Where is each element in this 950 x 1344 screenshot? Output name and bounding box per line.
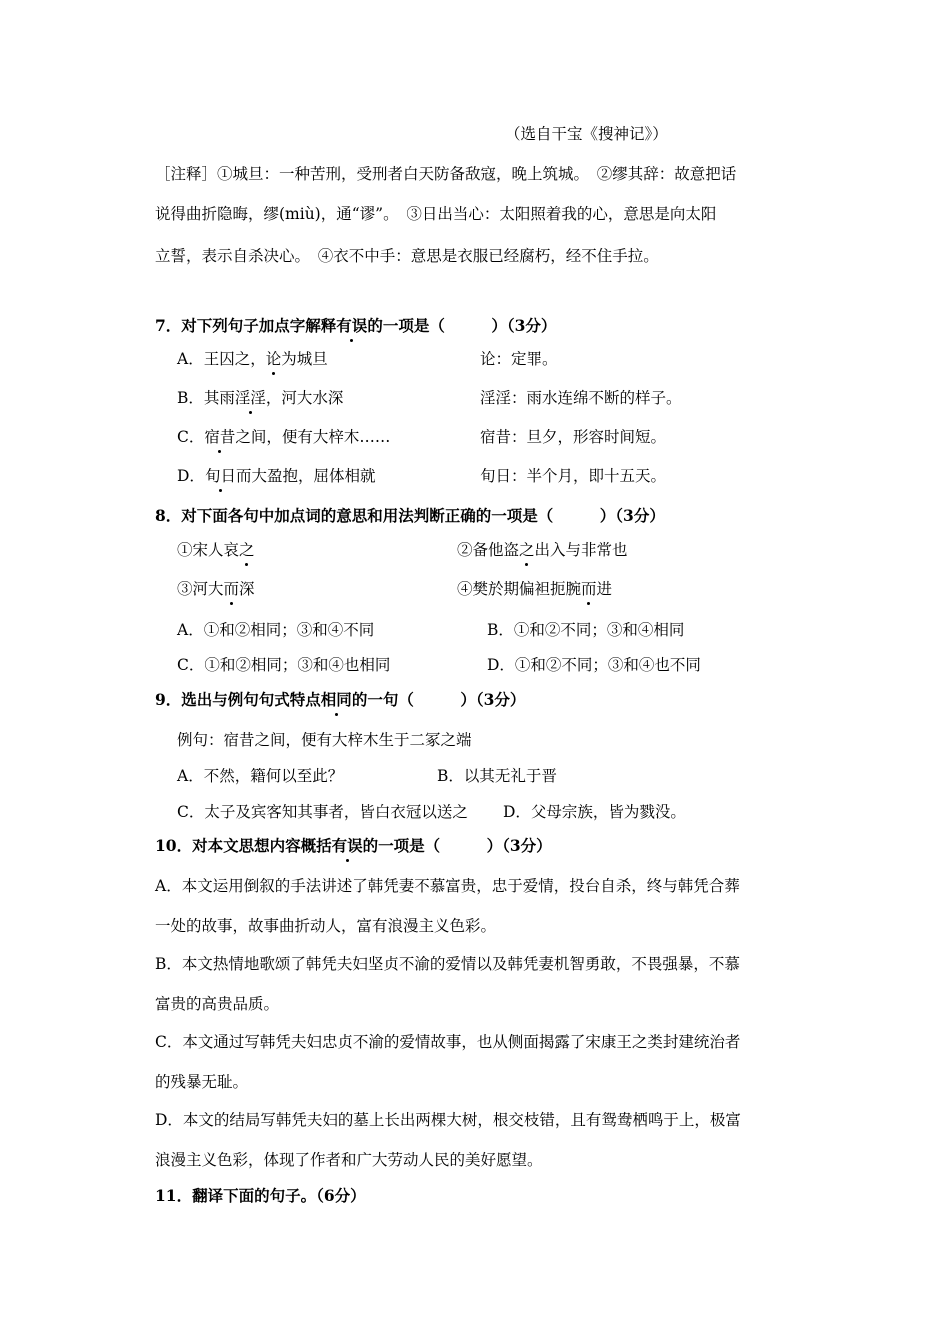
q8-item-4-pre: ④樊於期偏袒扼腕: [457, 580, 582, 598]
q7-stem-emphasis: 有误: [336, 316, 368, 335]
q10-stem: [155, 836, 552, 856]
q7-option-d: [177, 466, 375, 486]
q7-a-pre: A．王囚之，: [177, 350, 266, 368]
q8-item-4: [457, 579, 612, 599]
q7-c-dotted: 宿昔: [204, 428, 236, 446]
q10-line-2: 一处的故事，故事曲折动人，富有浪漫主义色彩。: [155, 917, 497, 935]
q10-stem-emphasis: 有误: [331, 836, 363, 855]
q7-b-dotted: 淫淫: [234, 389, 266, 407]
q9-stem-post: 的一句（ ）（3分）: [351, 690, 526, 709]
q8-item-2: [457, 540, 628, 560]
q9-option-a: A．不然，籍何以至此？: [177, 767, 344, 785]
q7-d-post: 而大盈抱，屈体相就: [235, 467, 376, 485]
q10-line-5: C．本文通过写韩凭夫妇忠贞不渝的爱情故事，也从侧面揭露了宋康王之类封建统治者: [155, 1033, 741, 1051]
q8-item-1: [177, 540, 255, 560]
q10-line-4: 富贵的高贵品质。: [155, 995, 280, 1013]
q7-stem-pre: 7．对下列句子加点字解释: [155, 316, 337, 335]
q7-gloss-d: 旬日：半个月，即十五天。: [480, 467, 667, 485]
q7-a-post: 为城旦: [281, 350, 328, 368]
q8-item-2-dotted: 之: [519, 541, 535, 559]
q7-option-a: [177, 349, 328, 369]
q9-option-d: D．父母宗族，皆为戮没。: [503, 803, 686, 821]
notes-line-3: 立誓，表示自杀决心。 ④衣不中手：意思是衣服已经腐朽，经不住手拉。: [155, 247, 659, 265]
q9-stem-pre: 9．选出与例句句式特点: [155, 690, 321, 709]
q7-a-dotted: 论: [265, 350, 282, 368]
q8-stem: 8．对下面各句中加点词的意思和用法判断正确的一项是（ ）（3分）: [155, 506, 665, 525]
q10-line-1: A．本文运用倒叙的手法讲述了韩凭妻不慕富贵，忠于爱情，投台自杀，终与韩凭合葬: [155, 877, 740, 895]
q8-item-2-pre: ②备他盗: [457, 541, 520, 559]
source-citation: （选自干宝《搜神记》）: [505, 125, 668, 143]
q8-item-3: [177, 579, 255, 599]
q9-option-b: B．以其无礼于晋: [437, 767, 557, 785]
q8-item-1-pre: ①宋人哀: [177, 541, 240, 559]
q11-stem: 11．翻译下面的句子。（6分）: [155, 1186, 366, 1205]
q8-item-4-post: 进: [596, 580, 613, 598]
q7-c-pre: C．: [177, 428, 205, 446]
notes-line-2: 说得曲折隐晦，缪(miù)，通“谬”。 ③日出当心：太阳照着我的心，意思是向太阳: [155, 205, 717, 223]
q7-b-post: ，河大水深: [265, 389, 344, 407]
notes-line-1: ［注释］①城旦：一种苦刑，受刑者白天防备敌寇，晚上筑城。 ②缪其辞：故意把话: [155, 165, 737, 183]
q8-item-3-pre: ③河大: [177, 580, 224, 598]
q8-item-3-post: 深: [239, 580, 255, 598]
q9-stem: [155, 690, 525, 710]
q8-item-3-dotted: 而: [223, 580, 240, 598]
q7-d-dotted: 旬日: [204, 467, 236, 485]
q8-item-2-post: 出入与非常也: [534, 541, 628, 559]
q7-b-pre: B．其雨: [177, 389, 235, 407]
q9-stem-emphasis: 相同: [320, 690, 352, 709]
q7-stem: [155, 316, 556, 336]
q7-gloss-c: 宿昔：旦夕，形容时间短。: [480, 428, 667, 446]
q9-example: 例句：宿昔之间，便有大梓木生于二冢之端: [177, 731, 472, 749]
q8-option-b: B．①和②不同；③和④相同: [487, 621, 685, 639]
q7-option-b: [177, 388, 343, 408]
q7-stem-post: 的一项是（ ）（3分）: [367, 316, 557, 335]
q8-item-4-dotted: 而: [581, 580, 597, 598]
q8-option-a: A．①和②相同；③和④不同: [177, 621, 375, 639]
q7-d-pre: D．: [177, 467, 205, 485]
q7-gloss-b: 淫淫：雨水连绵不断的样子。: [480, 389, 682, 407]
q8-option-c: C．①和②相同；③和④也相同: [177, 656, 391, 674]
q7-gloss-a: 论：定罪。: [480, 350, 558, 368]
q8-item-1-dotted: 之: [239, 541, 255, 559]
q10-stem-post: 的一项是（ ）（3分）: [362, 836, 552, 855]
q10-line-6: 的残暴无耻。: [155, 1073, 249, 1091]
q10-line-3: B．本文热情地歌颂了韩凭夫妇坚贞不渝的爱情以及韩凭妻机智勇敢，不畏强暴，不慕: [155, 955, 740, 973]
q10-line-7: D．本文的结局写韩凭夫妇的墓上长出两棵大树，根交枝错，且有鸳鸯栖鸣于上，极富: [155, 1111, 741, 1129]
q9-option-c: C．太子及宾客知其事者，皆白衣冠以送之: [177, 803, 468, 821]
q8-option-d: D．①和②不同；③和④也不同: [487, 656, 701, 674]
q7-c-post: 之间，便有大梓木……: [235, 428, 391, 446]
q10-line-8: 浪漫主义色彩，体现了作者和广大劳动人民的美好愿望。: [155, 1151, 543, 1169]
q7-option-c: [177, 427, 390, 447]
q10-stem-pre: 10．对本文思想内容概括: [155, 836, 332, 855]
